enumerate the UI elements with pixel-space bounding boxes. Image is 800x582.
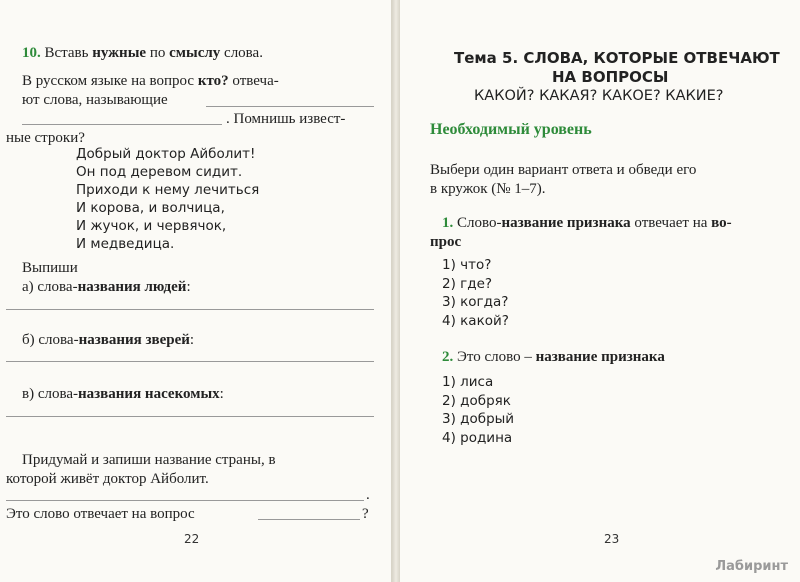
topic-subtitle: КАКОЙ? КАКАЯ? КАКОЕ? КАКИЕ? — [474, 88, 724, 104]
topic-title: НА ВОПРОСЫ — [552, 68, 669, 86]
instruction-line: Выбери один вариант ответа и обведи его — [430, 162, 697, 178]
text-bold: названия людей — [77, 279, 187, 295]
text-bold: названия насекомых — [78, 386, 220, 402]
left-page — [0, 0, 392, 582]
task-10-heading — [22, 44, 263, 63]
answer-option[interactable]: 3) когда? — [442, 294, 509, 310]
question-number: 2. — [442, 349, 454, 365]
text: в) слова- — [22, 386, 79, 402]
period: . — [366, 487, 370, 503]
task-number: 10. — [22, 45, 41, 61]
item-c — [22, 385, 224, 404]
paragraph-line: ют слова, называющие — [22, 92, 168, 108]
task-text-part: по — [146, 45, 170, 61]
book-gutter — [392, 0, 400, 582]
answer-line[interactable] — [6, 500, 364, 501]
answer-option[interactable]: 3) добрый — [442, 411, 515, 427]
text-bold: название признака — [535, 349, 665, 365]
poem-line: И медведица. — [76, 236, 175, 252]
text: В русском языке на вопрос — [22, 73, 198, 89]
poem — [76, 145, 259, 253]
text: отвечает на — [630, 215, 712, 231]
text: : — [189, 332, 195, 348]
write-out-label: Выпиши — [22, 260, 78, 276]
paragraph-line: которой живёт доктор Айболит. — [6, 471, 209, 487]
paragraph-line: ные строки? — [6, 130, 85, 146]
answer-line[interactable] — [206, 106, 374, 107]
answer-option[interactable]: 2) добряк — [442, 392, 511, 409]
question-2-options — [442, 373, 514, 447]
poem-line: Он под деревом сидит. — [76, 164, 243, 180]
item-a — [22, 278, 191, 297]
text: Это слово – — [453, 349, 536, 365]
instruction-line: в кружок (№ 1–7). — [430, 181, 546, 197]
question-2 — [442, 348, 665, 367]
paragraph-line: Придумай и запиши название страны, в — [22, 452, 276, 468]
answer-line[interactable] — [258, 519, 360, 520]
question-1-options — [442, 256, 509, 330]
question-1 — [442, 214, 732, 233]
answer-line[interactable] — [6, 416, 374, 417]
text: а) слова- — [22, 279, 78, 295]
page-number: 23 — [604, 532, 620, 546]
text: : — [219, 386, 224, 402]
text: Слово- — [453, 215, 502, 231]
text: отвеча- — [228, 73, 279, 89]
answer-option[interactable]: 4) родина — [442, 429, 513, 446]
answer-line[interactable] — [6, 361, 374, 362]
question-mark: ? — [362, 506, 369, 522]
answer-option[interactable]: 4) какой? — [442, 312, 509, 329]
answer-option[interactable]: 2) где? — [442, 275, 493, 292]
item-b — [22, 331, 194, 350]
watermark-logo: Лабиринт — [715, 559, 788, 574]
task-text-bold: смыслу — [169, 45, 221, 61]
page-number: 22 — [184, 532, 200, 546]
task-text-part: слова. — [220, 45, 263, 61]
task-text-bold: нужные — [92, 45, 147, 61]
text-bold: название признака — [501, 215, 631, 231]
poem-line: И жучок, и червячок, — [76, 218, 227, 234]
text: : — [186, 279, 191, 295]
text-bold: кто? — [197, 73, 229, 89]
paragraph-line — [22, 72, 279, 91]
question-number: 1. — [442, 215, 454, 231]
text-bold: прос — [430, 234, 462, 250]
answer-line[interactable] — [6, 309, 374, 310]
poem-line: Добрый доктор Айболит! — [76, 146, 256, 162]
task-text-part: Вставь — [44, 45, 93, 61]
right-page — [400, 0, 800, 582]
poem-line: Приходи к нему лечиться — [76, 182, 260, 198]
paragraph-line: Это слово отвечает на вопрос — [6, 506, 195, 522]
text-bold: во- — [711, 215, 732, 231]
level-heading: Необходимый уровень — [430, 121, 592, 138]
answer-line[interactable] — [22, 124, 222, 125]
poem-line: И корова, и волчица, — [76, 200, 225, 216]
text: б) слова- — [22, 332, 79, 348]
paragraph-line: . Помнишь извест- — [226, 111, 346, 127]
topic-title: Тема 5. СЛОВА, КОТОРЫЕ ОТВЕЧАЮТ — [454, 49, 780, 67]
text-bold: названия зверей — [78, 332, 190, 348]
answer-option[interactable]: 1) лиса — [442, 374, 494, 390]
answer-option[interactable]: 1) что? — [442, 257, 492, 273]
